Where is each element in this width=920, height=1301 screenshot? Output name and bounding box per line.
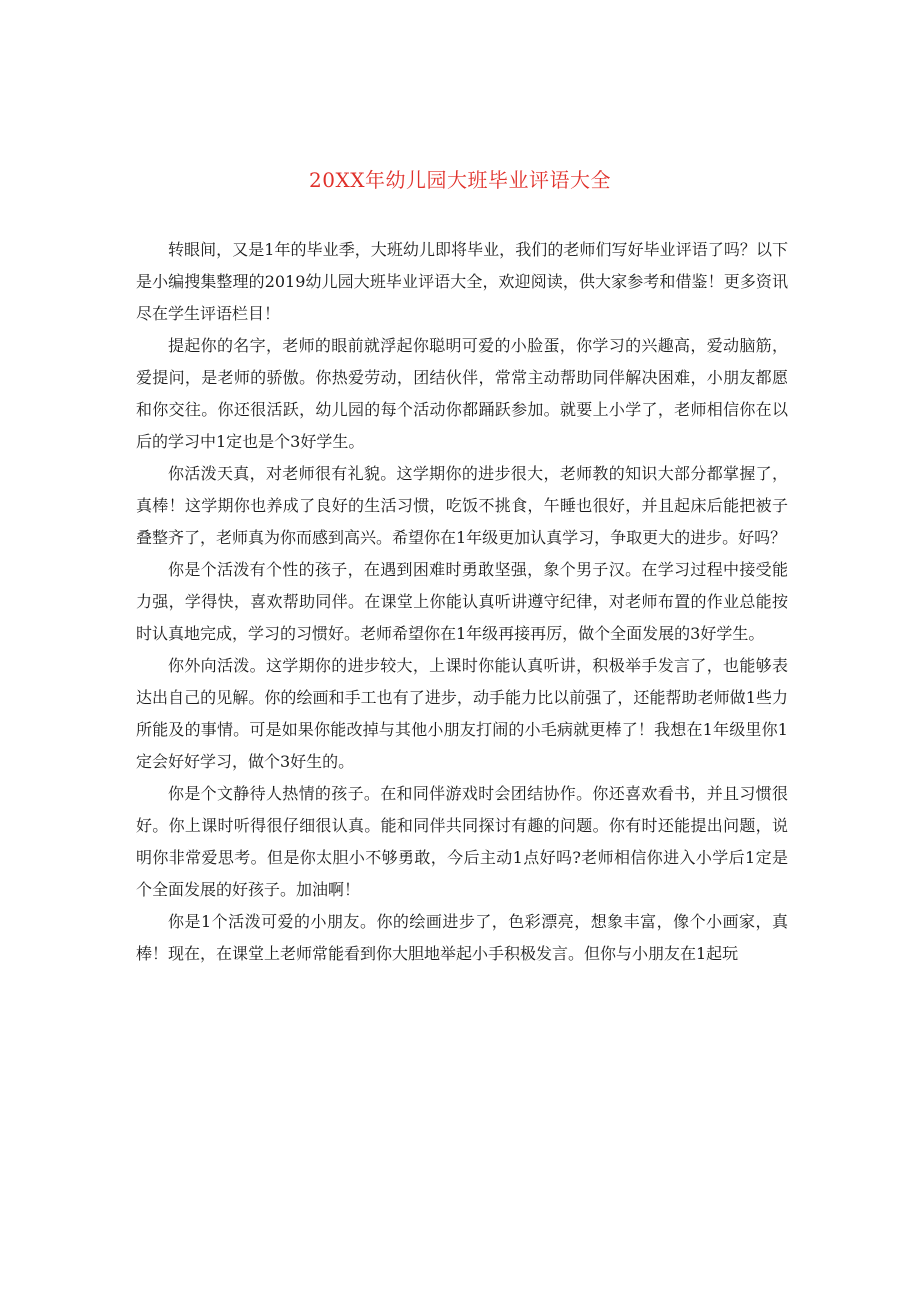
- paragraph-comment-1: 提起你的名字，老师的眼前就浮起你聪明可爱的小脸蛋，你学习的兴趣高，爱动脑筋，爱提问，是老师的骄傲。你热爱劳动，团结伙伴，常常主动帮助同伴解决困难，小朋友都愿和你交往。你还很活跃，幼儿园的每个活动你都踊跃参加。就要上小学了，老师相信你在以后的学习中1定也是个3好学生。: [136, 336, 788, 451]
- document-body: [136, 234, 788, 970]
- paragraph-comment-4: 你外向活泼。这学期你的进步较大，上课时你能认真听讲，积极举手发言了，也能够表达出自己的见解。你的绘画和手工也有了进步，动手能力比以前强了，还能帮助老师做1些力所能及的事情。可是如果你能改掉与其他小朋友打闹的小毛病就更棒了！我想在1年级里你1定会好好学习，做个3好生的。: [136, 656, 788, 771]
- paragraph-comment-5: 你是个文静待人热情的孩子。在和同伴游戏时会团结协作。你还喜欢看书，并且习惯很好。你上课时听得很仔细很认真。能和同伴共同探讨有趣的问题。你有时还能提出问题，说明你非常爱思考。但是你太胆小不够勇敢，今后主动1点好吗?老师相信你进入小学后1定是个全面发展的好孩子。加油啊！: [136, 784, 788, 899]
- paragraph-comment-6: 你是1个活泼可爱的小朋友。你的绘画进步了，色彩漂亮，想象丰富，像个小画家，真棒！现在，在课堂上老师常能看到你大胆地举起小手积极发言。但你与小朋友在1起玩: [136, 912, 788, 963]
- paragraph-comment-3: 你是个活泼有个性的孩子，在遇到困难时勇敢坚强，象个男子汉。在学习过程中接受能力强，学得快，喜欢帮助同伴。在课堂上你能认真听讲遵守纪律，对老师布置的作业总能按时认真地完成，学习的习惯好。老师希望你在1年级再接再厉，做个全面发展的3好学生。: [136, 560, 788, 643]
- paragraph-comment-2: 你活泼天真，对老师很有礼貌。这学期你的进步很大，老师教的知识大部分都掌握了，真棒！这学期你也养成了良好的生活习惯，吃饭不挑食，午睡也很好，并且起床后能把被子叠整齐了，老师真为你而感到高兴。希望你在1年级更加认真学习，争取更大的进步。好吗？: [136, 464, 788, 547]
- document-title: 20XX年幼儿园大班毕业评语大全: [309, 168, 611, 192]
- paragraph-intro: 转眼间，又是1年的毕业季，大班幼儿即将毕业，我们的老师们写好毕业评语了吗？以下是小编搜集整理的2019幼儿园大班毕业评语大全，欢迎阅读，供大家参考和借鉴！更多资讯尽在学生评语栏目！: [136, 240, 788, 323]
